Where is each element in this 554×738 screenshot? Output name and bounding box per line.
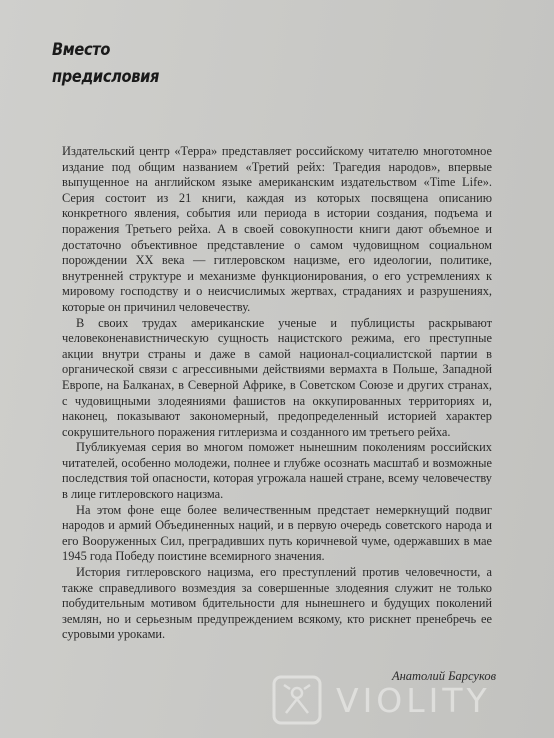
watermark: [272, 672, 491, 728]
paragraph-3: Публикуемая серия во многом поможет нынешним поколениям российских читателей, особенно молодежи, полнее и глубже осознать масштаб и возможные последствия той опасности, которая угрожала нашей стране, всему человечеству в лице гитлеровского нацизма.: [62, 440, 492, 502]
heading-line-1: Вместо: [52, 40, 111, 60]
author-signature: Анатолий Барсуков: [391, 669, 496, 683]
paragraph-4: На этом фоне еще более величественным предстает немеркнущий подвиг народов и армий Объединенных наций, и в первую очередь советского народа и его Вооруженных Сил, преградивших путь коричневой чуме, одержавших в мае 1945 года Победу поистине всемирного значения.: [62, 502, 492, 564]
watermark-text: VIOLITY: [336, 680, 491, 720]
body-text: [62, 144, 492, 643]
violity-logo-icon: [272, 675, 322, 725]
section-heading: [52, 37, 159, 91]
paragraph-1: Издательский центр «Терра» представляет российскому читателю многотомное издание под общим названием «Третий рейх: Трагедия народов», впервые выпущенное на английском языке американским издательством «Time Life». Серия состоит из 21 книги, каждая из которых посвящена описанию конкретного явления, события или периода в истории создания, подъема и поражения Третьего рейха. А в своей совокупности книги дают объемное и достаточно объективное представление о самом чудовищном социальном порождении XX века — гитлеровском нацизме, его идеологии, политике, внутренней структуре и механизме функционирования, о его устремлениях к мировому господству и о неисчислимых жертвах, страданиях и разрушениях, которые он причинил человечеству.: [62, 144, 492, 314]
heading-line-2: предисловия: [52, 67, 160, 87]
paragraph-2: В своих трудах американские ученые и публицисты раскрывают человеконенавистническую сущность нацистского режима, его преступные акции внутри страны и даже в самой национал-социалистской партии в органической связи с агрессивными действиями вермахта в Польше, Западной Европе, на Балканах, в Северной Африке, в Советском Союзе и других странах, с чудовищными злодеяниями фашистов на оккупированных территориях и, наконец, показывают закономерный, предопределенный историей характер сокрушительного поражения гитлеризма и созданного им третьего рейха.: [62, 315, 492, 439]
paragraph-5: История гитлеровского нацизма, его преступлений против человечности, а также справедливого возмездия за совершенные злодеяния служит не только побудительным мотивом бдительности для нынешнего и будущих поколений землян, но и серьезным предупреждением всякому, кто рискнет пренебречь ее суровыми уроками.: [62, 565, 492, 642]
